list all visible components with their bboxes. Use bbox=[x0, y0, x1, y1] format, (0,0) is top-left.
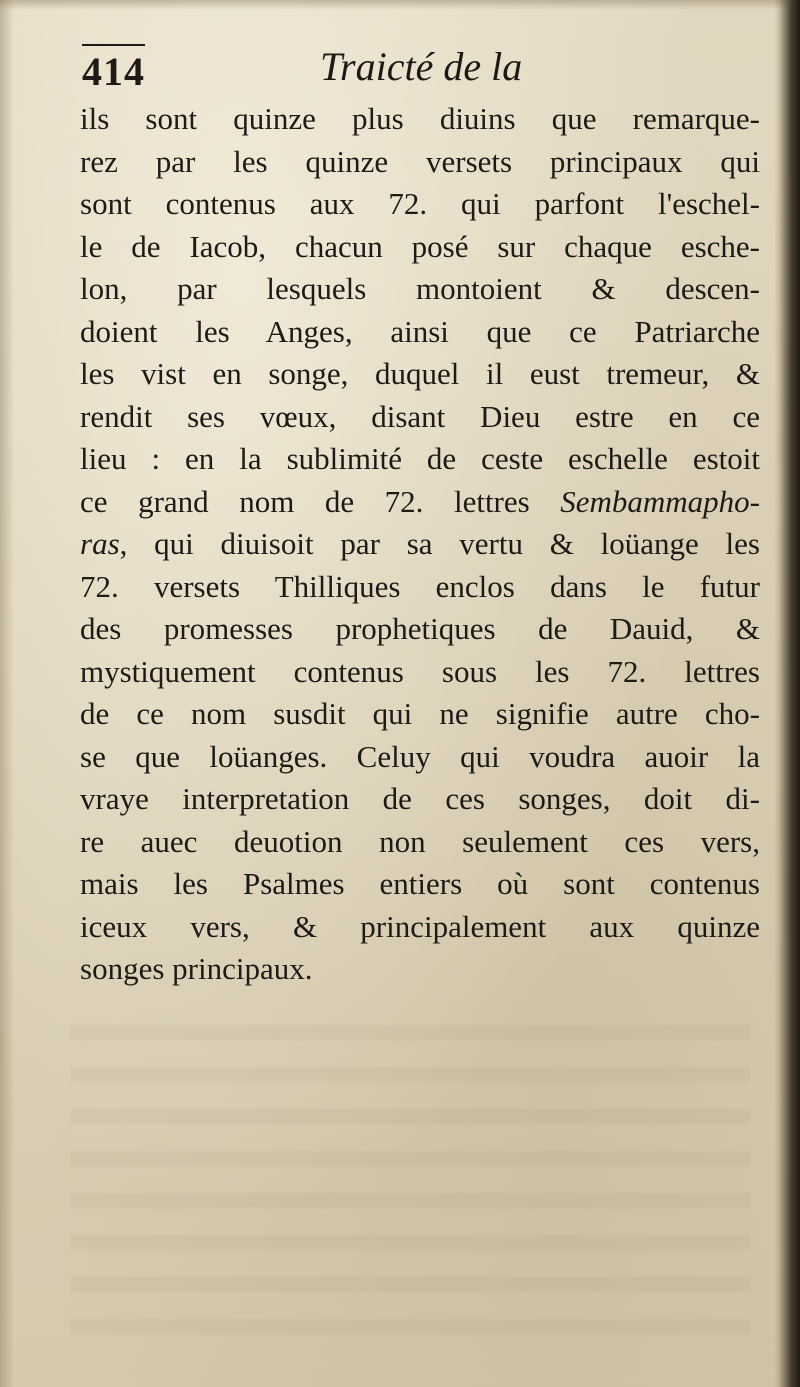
text-line: songes principaux. bbox=[80, 951, 313, 986]
text-line: mystiquement contenus sous les 72. lettres bbox=[80, 653, 760, 689]
text-line: des promesses prophetiques de Dauid, & bbox=[80, 611, 760, 646]
bleed-through-texture bbox=[70, 1000, 750, 1340]
italic-word: Sembammapho- bbox=[560, 483, 760, 519]
text-line: 72. versets Thilliques enclos dans le futur bbox=[80, 568, 760, 604]
page-header bbox=[82, 40, 762, 96]
text-line bbox=[80, 481, 760, 524]
text-line: de ce nom susdit qui ne signifie autre cho- bbox=[80, 696, 760, 731]
text-line: iceux vers, & principalement aux quinze bbox=[80, 908, 760, 944]
running-title: Traicté de la bbox=[320, 44, 523, 89]
text-line: ils sont quinze plus diuins que remarque- bbox=[80, 101, 760, 136]
page-top-shadow bbox=[0, 0, 800, 10]
text-segment: ce grand nom de 72. lettres bbox=[80, 483, 561, 519]
page-gutter-shadow bbox=[0, 0, 14, 1387]
page-number: 414 bbox=[82, 44, 145, 96]
text-segment: , qui diuisoit par sa vertu & loüange les bbox=[119, 526, 760, 561]
body-text bbox=[80, 98, 760, 991]
text-line bbox=[80, 523, 760, 566]
text-line: vraye interpretation de ces songes, doit di- bbox=[80, 781, 760, 816]
text-line: les vist en songe, duquel il eust tremeur, & bbox=[80, 356, 760, 391]
text-line: mais les Psalmes entiers où sont contenus bbox=[80, 866, 760, 901]
text-line: re auec deuotion non seulement ces vers, bbox=[80, 823, 760, 859]
text-line: sont contenus aux 72. qui parfont l'eschel- bbox=[80, 186, 760, 221]
text-line: doient les Anges, ainsi que ce Patriarche bbox=[80, 313, 760, 349]
text-line: lon, par lesquels montoient & descen- bbox=[80, 271, 760, 306]
text-line: le de Iacob, chacun posé sur chaque esche- bbox=[80, 228, 760, 264]
text-line: lieu : en la sublimité de ceste eschelle estoit bbox=[80, 441, 760, 476]
text-line: rez par les quinze versets principaux qui bbox=[80, 143, 760, 179]
page-edge-shadow bbox=[774, 0, 800, 1387]
text-line: rendit ses vœux, disant Dieu estre en ce bbox=[80, 398, 760, 434]
italic-word: ras bbox=[80, 526, 120, 561]
text-line: se que loüanges. Celuy qui voudra auoir la bbox=[80, 738, 760, 774]
